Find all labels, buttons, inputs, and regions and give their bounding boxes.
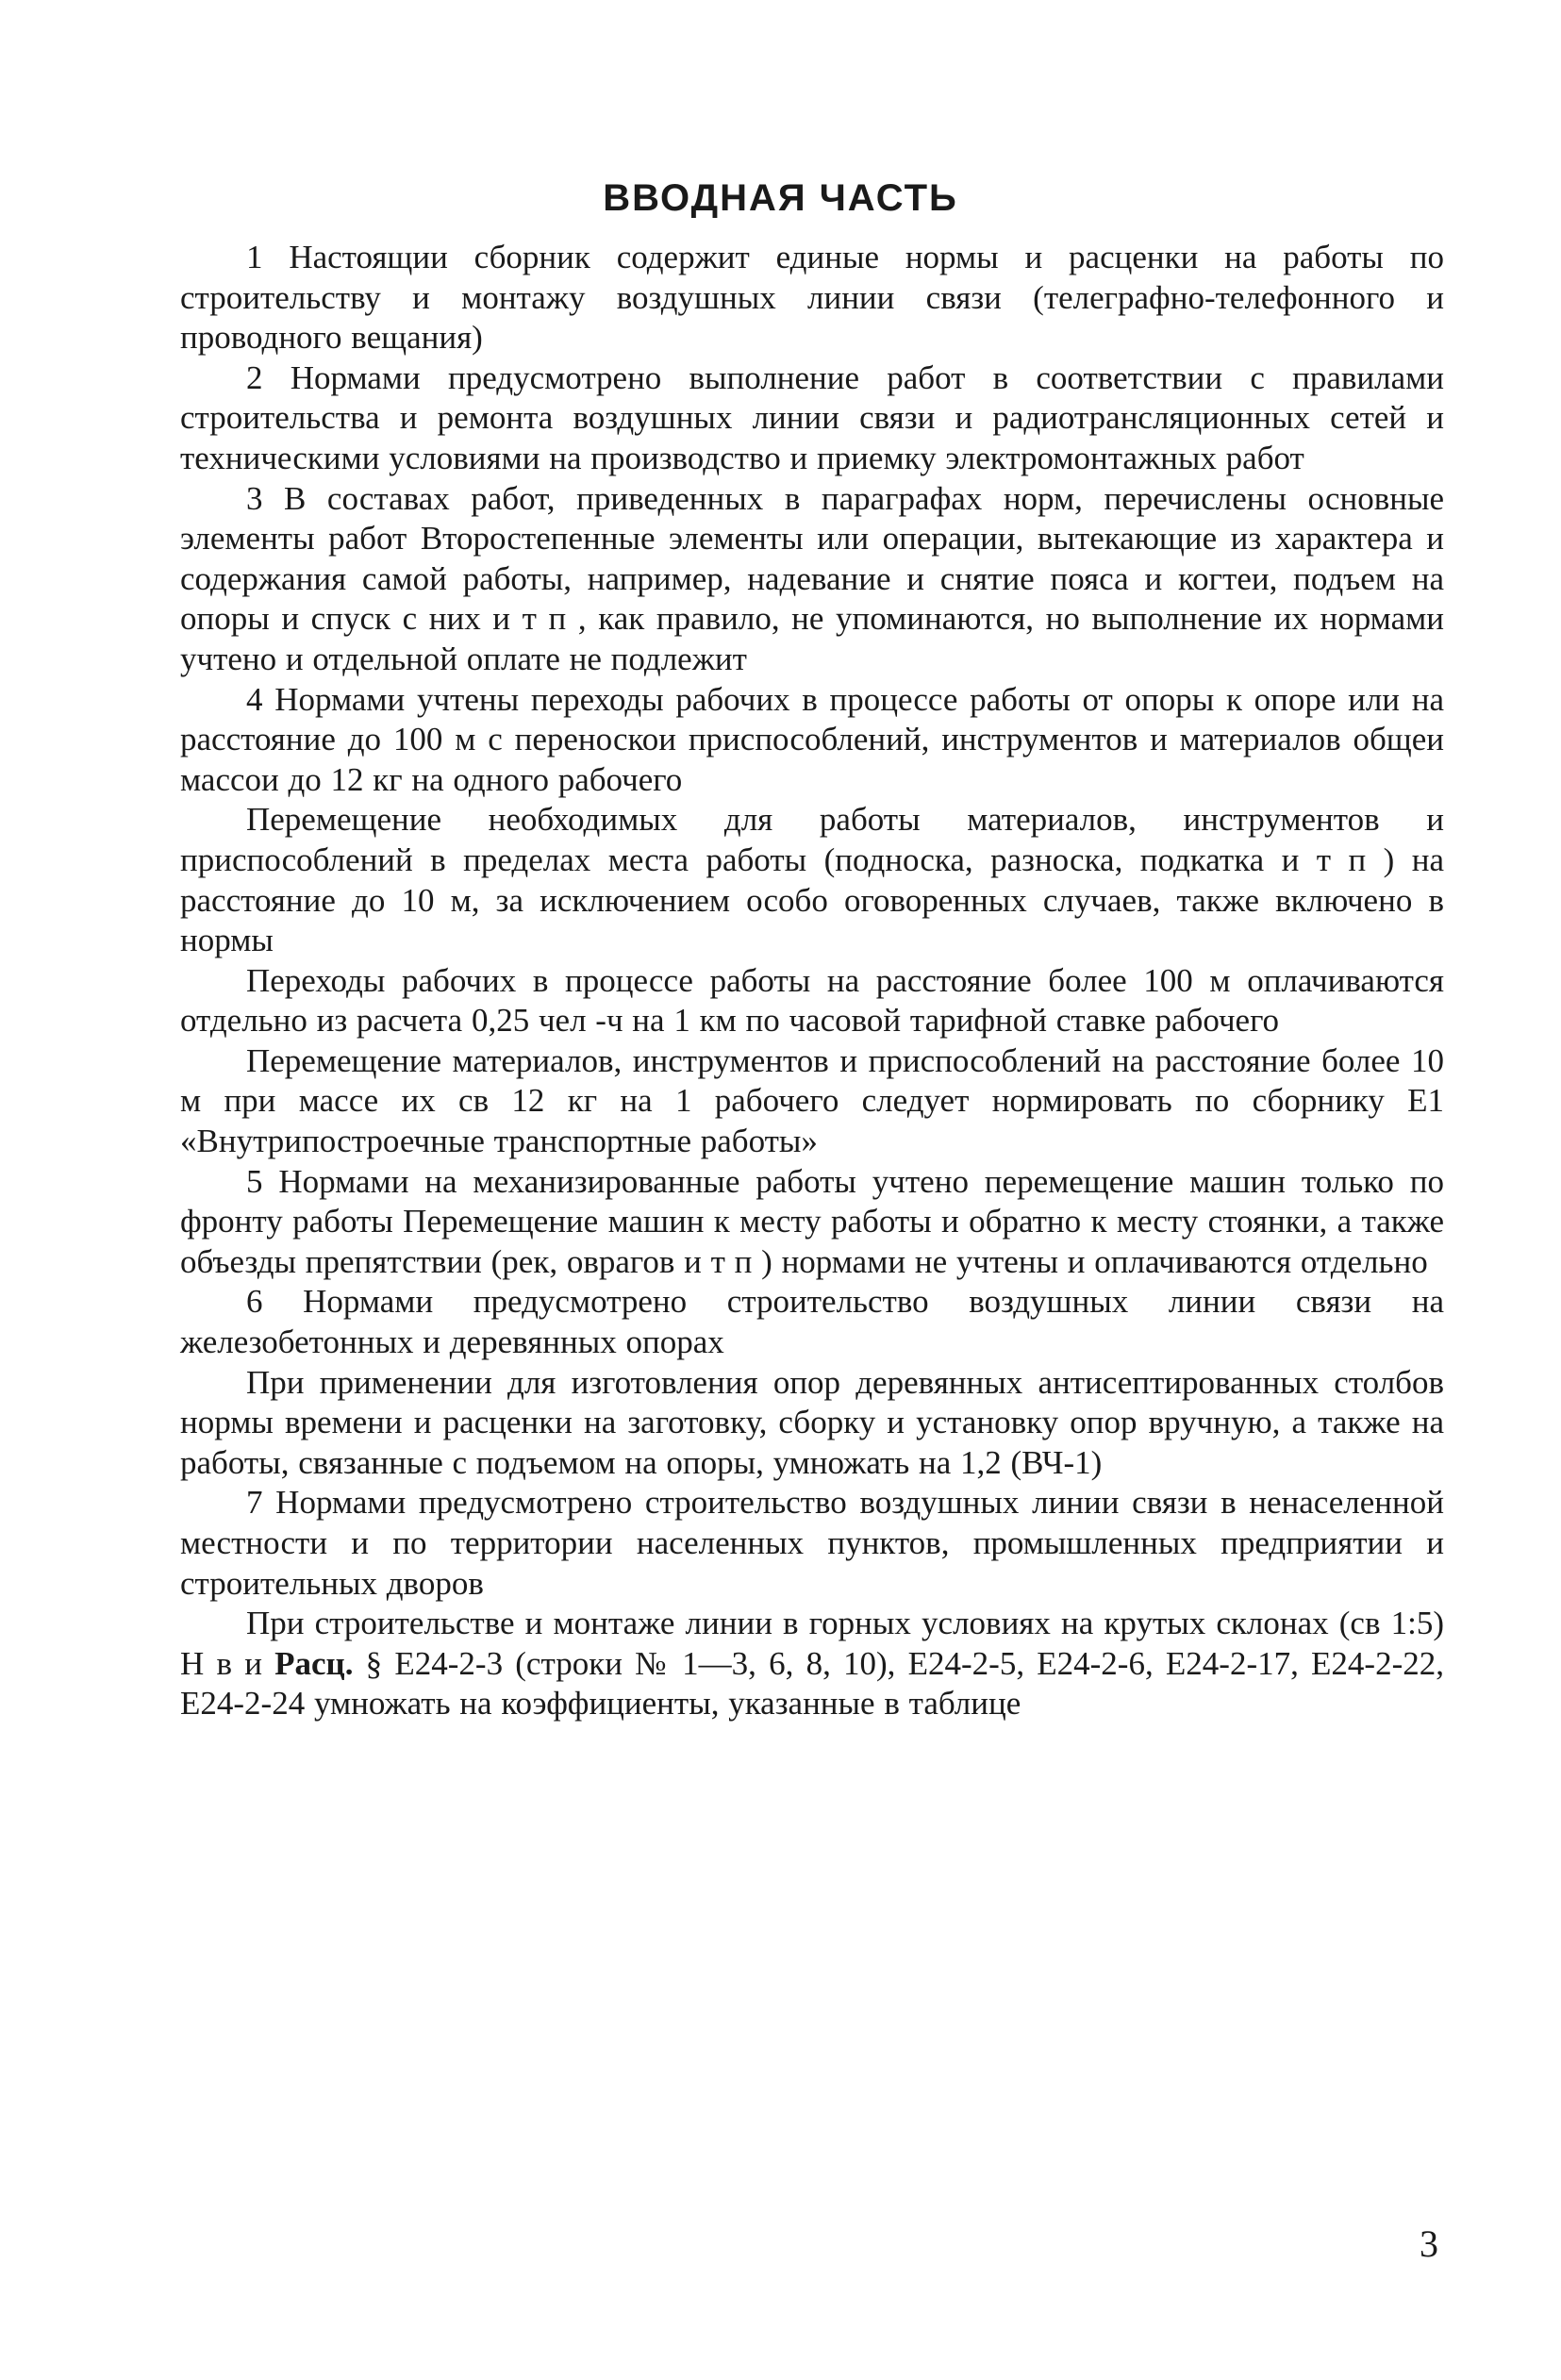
paragraph-7: 7 Нормами предусмотрено строительство воздушных линии связи в ненаселенной местности и по территории населенных пунктов, промышленных предприятии и строительных дворов	[180, 1484, 1444, 1602]
body-text	[180, 238, 1444, 1724]
paragraph-6: 6 Нормами предусмотрено строительство воздушных линии связи на железобетонных и деревянных опорах	[180, 1283, 1444, 1361]
paragraph-5: 5 Нормами на механизированные работы учтено перемещение машин только по фронту работы Перемещение машин к месту работы и обратно к месту стоянки, а также объезды препятствии (рек, оврагов и т п ) нормами не учтены и оплачиваются отдельно	[180, 1162, 1444, 1280]
paragraph-2: 2 Нормами предусмотрено выполнение работ в соответствии с правилами строительства и ремонта воздушных линии связи и радиотрансляционных сетей и техническими условиями на производство и приемку электромонтажных работ	[180, 358, 1444, 476]
paragraph-6-poles: При применении для изготовления опор деревянных антисептированных столбов нормы времени и расценки на заготовку, сборку и установку опор вручную, а также на работы, связанные с подъемом на опоры, умножать на 1,2 (ВЧ-1)	[180, 1363, 1444, 1481]
paragraph-7-mountain	[180, 1604, 1444, 1724]
paragraph-7-mountain-start: При строительстве и монтаже линии в горных условиях на крутых склонах (св 1:5) Н в и	[180, 1605, 1444, 1682]
paragraph-4: 4 Нормами учтены переходы рабочих в процессе работы от опоры к опоре или на расстояние до 100 м с переноскои приспособлений, инструментов и материалов общеи массои до 12 кг на одного рабочего	[180, 680, 1444, 798]
paragraph-1: 1 Настоящии сборник содержит единые нормы и расценки на работы по строительству и монтажу воздушных линии связи (телеграфно-телефонного и проводного вещания)	[180, 239, 1444, 357]
page-title: ВВОДНАЯ ЧАСТЬ	[603, 177, 958, 219]
paragraph-3: 3 В составах работ, приведенных в параграфах норм, перечислены основные элементы работ Второстепенные элементы или операции, вытекающие из характера и содержания самой работы, например, надевание и снятие пояса и когтеи, подъем на опоры и спуск с них и т п , как правило, не упоминаются, но выполнение их нормами учтено и отдельной оплате не подлежит	[180, 479, 1444, 677]
paragraph-4-transport: Перемещение материалов, инструментов и приспособлений на расстояние более 10 м при массе их св 12 кг на 1 рабочего следует нормировать по сборнику Е1 «Внутрипостроечные транспортные работы»	[180, 1041, 1444, 1160]
rates-abbreviation: Расц.	[274, 1644, 354, 1682]
page-number: 3	[1420, 2222, 1438, 2265]
paragraph-7-mountain-end: § Е24-2-3 (строки № 1—3, 6, 8, 10), Е24-2-5, Е24-2-6, Е24-2-17, Е24-2-22, Е24-2-24 умножать на коэффициенты, указанные в таблице	[180, 1644, 1444, 1723]
paragraph-4-materials: Перемещение необходимых для работы материалов, инструментов и приспособлений в пределах места работы (подноска, разноска, подкатка и т п ) на расстояние до 10 м, за исключением особо оговоренных случаев, также включено в нормы	[180, 801, 1444, 959]
paragraph-4-transitions: Переходы рабочих в процессе работы на расстояние более 100 м оплачиваются отдельно из расчета 0,25 чел -ч на 1 км по часовой тарифной ставке рабочего	[180, 961, 1444, 1040]
